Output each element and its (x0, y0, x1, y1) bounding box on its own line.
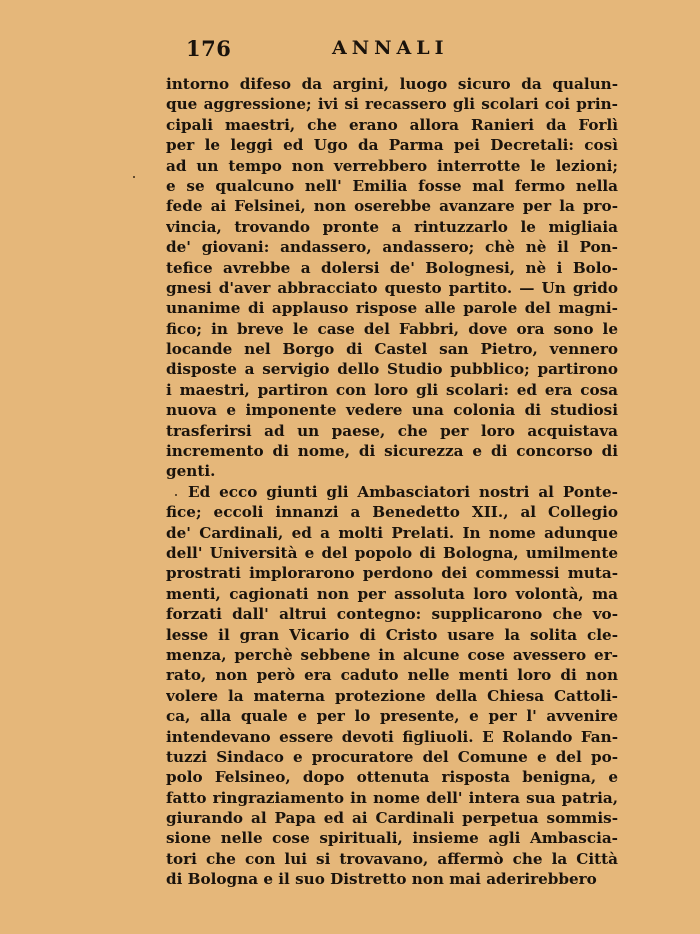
text-line: cipali maestri, che erano allora Ranieri da Forlì (166, 115, 618, 134)
text-line: de' Cardinali, ed a molti Prelati. In nome adunque (166, 523, 618, 542)
text-line: que aggressione; ivi si recassero gli scolari coi prin- (166, 95, 618, 114)
page-header (186, 36, 616, 62)
text-line: giurando al Papa ed ai Cardinali perpetua sommis- (166, 809, 618, 828)
text-line: fico; in breve le case del Fabbri, dove ora sono le (166, 319, 618, 338)
text-line: disposte a servigio dello Studio pubblico; partirono (166, 360, 618, 379)
text-line: Ed ecco giunti gli Ambasciatori nostri al Ponte- (188, 482, 618, 501)
text-line: forzati dall' altrui contegno: supplicarono che vo- (166, 605, 618, 624)
text-line: intendevano essere devoti figliuoli. E Rolando Fan- (166, 727, 618, 746)
text-line: lesse il gran Vicario di Cristo usare la solita cle- (166, 625, 618, 644)
text-line: menza, perchè sebbene in alcune cose avessero er- (166, 645, 618, 664)
text-line: polo Felsineo, dopo ottenuta risposta benigna, e (166, 768, 618, 787)
text-line: dell' Università e del popolo di Bologna, umilmente (166, 543, 618, 562)
text-line: rato, non però era caduto nelle menti loro di non (166, 666, 618, 685)
text-line: menti, cagionati non per assoluta loro volontà, ma (166, 584, 618, 603)
text-line: tori che con lui si trovavano, affermò che la Città (166, 849, 618, 868)
text-line: sione nelle cose spirituali, insieme agli Ambascia- (166, 829, 618, 848)
text-line: unanime di applauso rispose alle parole del magni- (166, 299, 618, 318)
text-line: incremento di nome, di sicurezza e di concorso di (166, 442, 618, 461)
text-line: trasferirsi ad un paese, che per loro acquistava (166, 421, 618, 440)
text-line: fice; eccoli innanzi a Benedetto XII., al Collegio (166, 503, 618, 522)
text-line: fede ai Felsinei, non oserebbe avanzare per la pro- (166, 197, 618, 216)
body-text (166, 74, 618, 890)
text-line: i maestri, partiron con loro gli scolari: ed era cosa (166, 380, 618, 399)
ink-speck (133, 176, 135, 178)
text-line: tuzzi Sindaco e procuratore del Comune e del po- (166, 747, 618, 766)
text-line: fatto ringraziamento in nome dell' intera sua patria, (166, 788, 618, 807)
text-line: ad un tempo non verrebbero interrotte le lezioni; (166, 156, 618, 175)
text-line: nuova e imponente vedere una colonia di studiosi (166, 401, 618, 420)
text-line: de' giovani: andassero, andassero; chè nè il Pon- (166, 238, 618, 257)
text-line: per le leggi ed Ugo da Parma pei Decretali: così (166, 136, 618, 155)
text-line: intorno difeso da argini, luogo sicuro da qualun- (166, 75, 618, 93)
text-line: tefice avrebbe a dolersi de' Bolognesi, nè i Bolo- (166, 258, 618, 277)
page-number: 176 (186, 36, 232, 61)
running-head: ANNALI (332, 37, 449, 59)
text-line: vincia, trovando pronte a rintuzzarlo le migliaia (166, 217, 618, 236)
text-line: locande nel Borgo di Castel san Pietro, vennero (166, 340, 618, 359)
text-line: gnesi d'aver abbracciato questo partito. — Un grido (166, 278, 618, 297)
text-line: prostrati implorarono perdono dei commessi muta- (166, 564, 618, 583)
text-line: ca, alla quale e per lo presente, e per l' avvenire (166, 707, 618, 726)
text-line: volere la materna protezione della Chiesa Cattoli- (166, 686, 618, 705)
ink-speck (175, 494, 177, 496)
text-line: di Bologna e il suo Distretto non mai aderirebbero (166, 870, 597, 889)
text-line: e se qualcuno nell' Emilia fosse mal fermo nella (166, 176, 618, 195)
text-line: genti. (166, 462, 216, 481)
